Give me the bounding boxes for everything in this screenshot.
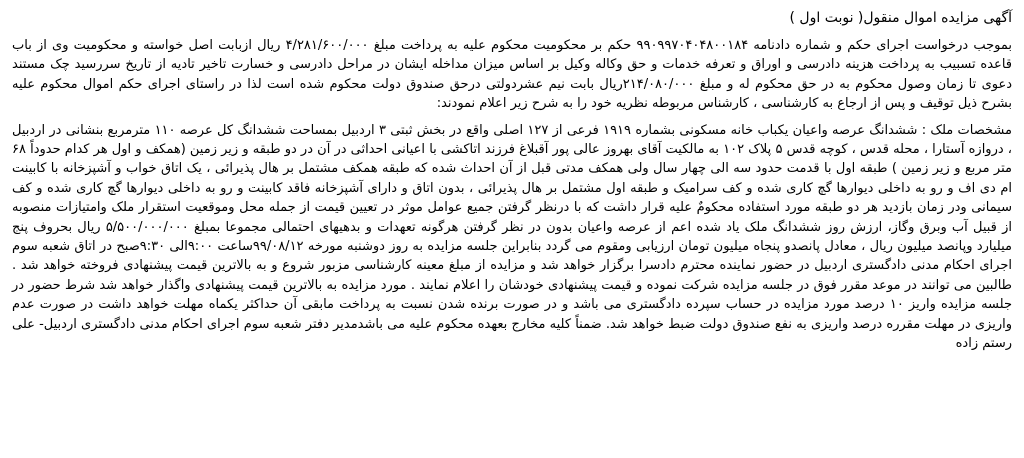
- property-specification-paragraph: [12, 121, 1012, 354]
- notice-intro-paragraph: بموجب درخواست اجرای حکم و شماره دادنامه ۹۹۰۹۹۷۰۴۰۴۸۰۰۱۸۴ حکم بر محکومیت محکوم علیه به پرداخت مبلغ ۴/۲۸۱/۶۰۰/۰۰۰ ریال ازبابت اصل خواسته و محکومیت وی از باب قاعده تسبیب به پرداخت هزینه دادرسی و اوراق و تعرفه خدمات و حق وکاله وکیل بر اساس میزان مداخله ایشان در مراحل دادرسی و خسارت تاخیر تادیه از تاریخ سررسید چک مستند دعوی تا زمان وصول محکوم به در حق محکوم له و مبلغ ۲۱۴/۰۸۰/۰۰۰ریال بابت نیم عشردولتی درحق صندوق دولت محکوم شده است لذا در راستای اجرای حکم اموال محکوم علیه بشرح ذیل توقیف و پس از ارجاع به کارشناسی ، کارشناس مربوطه نظریه خود را به شرح زیر اعلام نمودند:: [12, 38, 1013, 112]
- notice-title: آگهی مزایده اموال منقول( نوبت اول ): [789, 10, 1012, 26]
- property-spec-label: مشخصات ملک :: [921, 122, 1012, 138]
- property-spec-body: ششدانگ عرصه واعیان یکباب خانه مسکونی بشماره ۱۹۱۹ فرعی از ۱۲۷ اصلی واقع در بخش ثبتی ۳ اردبیل بمساحت ششدانگ کل عرصه ۱۱۰ مترمربع بنشانی در اردبیل ، دروازه آستارا ، محله قدس ، کوچه قدس ۵ پلاک ۱۰۲ به مالکیت آقای بهروز عالی پور آقبلاغ فرزند اتاکشی با اعیانی احداثی در آن در دو طبقه و زیر زمین (همکف و اول هر کدام حدوداً ۶۸ متر مربع و زیر زمین ) طبقه اول با قدمت حدود سه الی چهار سال ولی همکف مدتی قبل از آن احداث شده که طبقه همکف مشتمل بر هال پذیرائی ، یک اتاق خواب و آشپزخانه با کابینت ام دی اف و رو به داخلی دیوارها گچ کاری شده و کف سرامیک و طبقه اول مشتمل بر هال پذیرائی ، بدون اتاق و دارای آشپزخانه فاقد کابینت و رو به داخلی دیوارها گچ کاری شده و کف سیمانی ودر زمان بازدید هر دو طبقه مورد استفاده محکومٌ علیه قرار داشت که با درنظر گرفتن جمیع عوامل موثر در تعیین قیمت از جمله محل وموقعیت استقرار ملک وامتیازات منصوبه از قبیل آب وبرق وگاز، ارزش روز ششدانگ ملک یاد شده اعم از عرصه واعیان بدون در نظر گرفتن هرگونه تعهدات و بدهیهای احتمالی مجموعا بمبلغ ۵/۵۰۰/۰۰۰/۰۰۰ ریال بحروف پنج میلیارد وپانصد میلیون ریال ، معادل پانصدو پنجاه میلیون تومان ارزیابی ومقوم می گردد بنابراین جلسه مزایده به روز دوشنبه مورخه ۹۹/۰۸/۱۲ساعت ۹:۰۰الی ۹:۳۰صبح در اتاق شعبه سوم اجرای احکام مدنی دادگستری اردبیل در حضور نماینده محترم دادسرا برگزار خواهد شد و مزایده از مبلغ معینه کارشناسی مزبور شروع و به بالاترین قیمت پیشنهادی فروخته خواهد شد . طالبین می توانند در موعد مقرر فوق در جلسه مزایده شرکت نموده و قیمت پیشنهادی خودشان را اعلام نمایند . مورد مزایده به بالاترین قیمت پیشنهادی واگذار خواهد شد شرط حضور در جلسه مزایده واریز ۱۰ درصد مورد مزایده در حساب سپرده دادگستری می باشد و در صورت برنده شدن نسبت به پرداخت مابقی آن حداکثر یکماه مهلت خواهد داشت در صورت عدم واریزی در مهلت مقرره درصد واریزی به نفع صندوق دولت ضبط خواهد شد. ضمناً کلیه مخارج بعهده محکوم علیه می باشدمدیر دفتر شعبه سوم اجرای احکام مدنی دادگستری اردبیل- علی رستم زاده: [12, 122, 1012, 352]
